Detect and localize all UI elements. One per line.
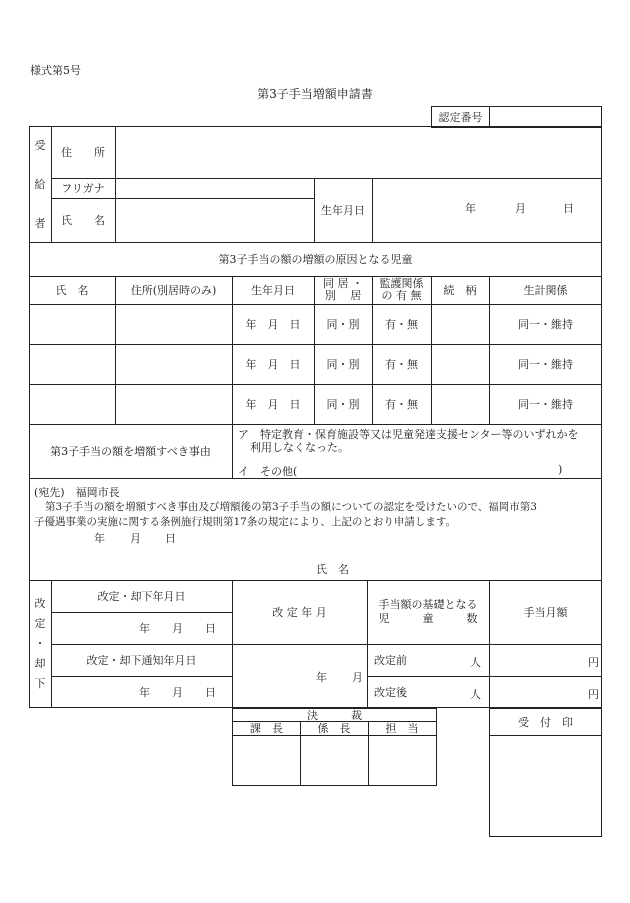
row2-guard[interactable]: 有・無 [385,358,418,371]
after-yen: 円 [588,688,599,701]
row3-support[interactable]: 同一・維持 [518,398,573,411]
reason-label: 第3子手当の額を増額すべき事由 [50,445,211,458]
address-field[interactable] [116,127,601,177]
reason-option-i[interactable]: イ その他( [238,465,298,478]
revision-date-label: 改定・却下年月日 [97,590,186,603]
col-guardianship: 監護関係 の 有 無 [379,277,424,302]
address-label: 住 所 [61,146,105,159]
revision-year: 年 [316,671,327,684]
furigana-label: フリガナ [61,182,105,195]
row2-support[interactable]: 同一・維持 [518,358,573,371]
decl-month: 月 [130,532,141,545]
receipt-stamp-label: 受 付 印 [518,716,573,729]
children-section-title: 第3子手当の額の増額の原因となる児童 [218,253,413,266]
declaration-line2: 子優遇事業の実施に関する条例施行規則第17条の規定により、上記のとおり申請します。 [34,516,457,528]
addressee: (宛先) 福岡市長 [34,486,120,499]
dob-day: 日 [563,202,574,215]
receipt-stamp-box [489,708,602,837]
col-child-address: 住所(別居時のみ) [130,284,217,297]
revision-ym-label: 改 定 年 月 [272,606,327,619]
col-child-name: 氏 名 [55,284,89,297]
approval-title: 決 裁 [307,709,362,722]
row3-guard[interactable]: 有・無 [385,398,418,411]
declaration-line1: 第3子手当の額を増額すべき事由及び増額後の第3子手当の額についての認定を受けたいので、福岡市第3 [45,501,537,513]
col-relationship: 続 柄 [443,284,477,297]
notice-date-value: 年 月 日 [139,686,216,699]
col-child-dob: 生年月日 [251,284,295,297]
name-field[interactable] [116,199,313,241]
row3-cohab[interactable]: 同・別 [326,398,360,411]
dob-month: 月 [515,202,526,215]
page-title: 第3子手当増額申請書 [257,87,373,101]
approval-box [232,708,437,786]
cert-number-label: 認定番号 [438,111,483,124]
form-number: 様式第5号 [30,64,81,77]
after-persons: 人 [470,688,481,701]
row1-dob: 年 月 日 [245,318,301,331]
monthly-amount-label: 手当月額 [523,606,568,619]
signer-label: 氏 名 [316,563,349,576]
dob-label: 生年月日 [321,204,365,217]
before-yen: 円 [588,656,599,669]
row1-cohab[interactable]: 同・別 [326,318,360,331]
notice-date-label: 改定・却下通知年月日 [86,654,197,667]
decl-day: 日 [165,532,176,545]
name-label: 氏 名 [61,214,105,227]
basis-children-label: 手当額の基礎となる 児 童 数 [378,598,478,625]
reason-option-a[interactable]: ア 特定教育・保育施設等又は児童発達支援センター等のいずれかを [238,428,579,441]
revision-side-label: 改 定 ・ 却 下 [34,597,46,690]
before-label: 改定前 [374,654,407,667]
dob-year: 年 [465,202,476,215]
row2-cohab[interactable]: 同・別 [326,358,360,371]
before-persons: 人 [470,656,481,669]
decl-year: 年 [94,532,105,545]
revision-date-value: 年 月 日 [139,622,216,635]
cert-number-box [431,106,602,128]
row1-guard[interactable]: 有・無 [385,318,418,331]
reason-option-a-cont: 利用しなくなった。 [250,441,349,454]
approval-staff: 担 当 [385,722,419,735]
row2-dob: 年 月 日 [245,358,301,371]
reason-option-i-close: ) [558,463,563,476]
col-livelihood: 生計関係 [523,284,568,297]
approval-subchief: 係 長 [317,722,351,735]
furigana-field[interactable] [116,179,313,197]
after-label: 改定後 [374,686,407,699]
row3-dob: 年 月 日 [245,398,301,411]
col-cohabitation: 同 居 ・ 別 居 [323,277,363,302]
recipient-side-label: 受 給 者 [34,139,46,230]
row1-support[interactable]: 同一・維持 [518,318,573,331]
revision-month: 月 [352,671,363,684]
approval-chief: 課 長 [250,722,283,735]
